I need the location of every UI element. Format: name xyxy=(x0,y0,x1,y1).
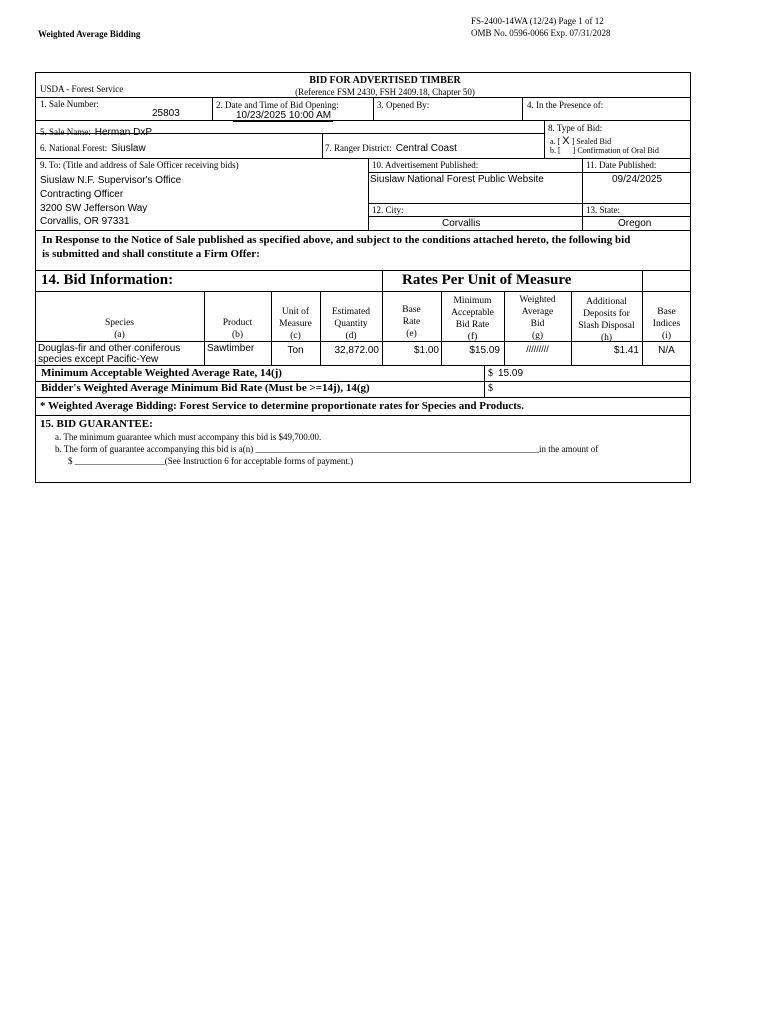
sale-officer-line-2[interactable]: Contracting Officer xyxy=(40,189,124,200)
sale-name-label: 5. Sale Name: xyxy=(40,127,91,137)
form-reference: (Reference FSM 2430, FSH 2409.18, Chapter 50) xyxy=(295,87,475,97)
advertisement-label: 10. Advertisement Published: xyxy=(372,160,479,170)
date-published-label: 11. Date Published: xyxy=(586,160,657,170)
city-label: 12. City: xyxy=(372,205,404,215)
guarantee-item-a: a. The minimum guarantee which must accompany this bid is $49,700.00. xyxy=(55,432,322,442)
form-title: BID FOR ADVERTISED TIMBER xyxy=(309,75,461,86)
date-published-value[interactable]: 09/24/2025 xyxy=(612,174,663,185)
form-id: FS-2400-14WA (12/24) Page 1 of 12 xyxy=(471,16,604,26)
base-rate-cell: $1.00 xyxy=(413,345,439,356)
slash-deposit-cell: $1.41 xyxy=(613,345,639,356)
col-species-header: Species (a) xyxy=(104,318,135,340)
city-value[interactable]: Corvallis xyxy=(442,218,481,229)
base-indices-cell: N/A xyxy=(658,345,675,356)
quantity-cell: 32,872.00 xyxy=(334,345,379,356)
sale-officer-line-3[interactable]: 3200 SW Jefferson Way xyxy=(40,203,148,214)
min-weighted-rate-value: $ 15.09 xyxy=(488,368,524,379)
omb-number: OMB No. 0596-0066 Exp. 07/31/2028 xyxy=(471,28,611,38)
response-text-line-1: In Response to the Notice of Sale published as specified above, and subject to the conditions attached hereto, the following bid xyxy=(42,234,631,246)
sale-officer-label: 9. To: (Title and address of Sale Officer receiving bids) xyxy=(40,160,239,170)
species-cell-line-1: Douglas-fir and other coniferous xyxy=(38,343,181,354)
guarantee-item-b[interactable]: b. The form of guarantee accompanying this bid is a(n) _______________________________________________________________in the amount of xyxy=(55,444,599,454)
min-bid-rate-cell: $15.09 xyxy=(469,345,500,356)
sale-number-label: 1. Sale Number: xyxy=(40,99,99,109)
weighted-avg-cell[interactable]: ///////// xyxy=(526,344,549,354)
col-slash-deposit-header: Additional Deposits for Slash Disposal (h) xyxy=(578,297,635,343)
unit-cell: Ton xyxy=(287,345,304,356)
col-product-header: Product (b) xyxy=(222,318,253,340)
national-forest-label: 6. National Forest: xyxy=(40,143,108,153)
col-weighted-avg-header: Weighted Average Bid (g) xyxy=(519,295,556,341)
weighted-bidding-note: * Weighted Average Bidding: Forest Service to determine proportionate rates for Species and Products. xyxy=(40,400,524,412)
product-cell: Sawtimber xyxy=(207,343,255,354)
species-cell-line-2: species except Pacific-Yew xyxy=(38,354,159,365)
bid-guarantee-title: 15. BID GUARANTEE: xyxy=(40,418,153,430)
bidder-rate-label: Bidder's Weighted Average Minimum Bid Rate (Must be >=14j), 14(g) xyxy=(41,382,370,394)
state-value[interactable]: Oregon xyxy=(618,218,652,229)
col-unit-header: Unit of Measure (c) xyxy=(279,307,312,341)
sale-officer-line-1[interactable]: Siuslaw N.F. Supervisor's Office xyxy=(40,175,182,186)
sale-officer-line-4[interactable]: Corvallis, OR 97331 xyxy=(40,216,130,227)
state-label: 13. State: xyxy=(586,205,620,215)
col-quantity-header: Estimated Quantity (d) xyxy=(332,307,370,341)
col-min-bid-rate-header: Minimum Acceptable Bid Rate (f) xyxy=(451,296,494,342)
sale-name-value[interactable]: Herman DxP xyxy=(94,127,152,138)
opened-by-label: 3. Opened By: xyxy=(377,100,430,110)
bid-type-oral[interactable]: b. [ ] Confirmation of Oral Bid xyxy=(550,146,659,155)
sale-number-value[interactable]: 25803 xyxy=(152,108,180,119)
bid-opening-label: 2. Date and Time of Bid Opening: xyxy=(216,100,339,110)
ranger-district-field xyxy=(325,138,457,156)
ranger-district-label: 7. Ranger District: xyxy=(325,143,392,153)
col-base-indices-header: Base Indices (i) xyxy=(652,307,681,341)
min-weighted-rate-label: Minimum Acceptable Weighted Average Rate, 14(j) xyxy=(41,367,282,379)
guarantee-item-b-amount[interactable]: $ ____________________(See Instruction 6 for acceptable forms of payment.) xyxy=(68,456,354,466)
advertisement-value[interactable]: Siuslaw National Forest Public Website xyxy=(370,174,544,185)
agency-name: USDA - Forest Service xyxy=(40,84,124,94)
rates-title: Rates Per Unit of Measure xyxy=(402,272,572,288)
sealed-bid-checkmark[interactable]: X xyxy=(562,135,570,147)
col-base-rate-header: Base Rate (e) xyxy=(402,305,421,339)
bid-info-title: 14. Bid Information: xyxy=(41,272,174,288)
presence-label: 4. In the Presence of: xyxy=(527,100,604,110)
ranger-district-value[interactable]: Central Coast xyxy=(395,143,457,154)
response-text-line-2: is submitted and shall constitute a Firm Offer: xyxy=(42,248,260,260)
bid-type-sealed[interactable]: a. [ X ] Sealed Bid xyxy=(550,135,612,147)
bid-opening-value[interactable]: 10/23/2025 10:00 AM xyxy=(236,110,332,121)
national-forest-field xyxy=(40,138,146,156)
page-title: Weighted Average Bidding xyxy=(38,29,141,39)
bidder-rate-input[interactable]: $ xyxy=(488,383,493,394)
national-forest-value[interactable]: Siuslaw xyxy=(111,143,146,154)
bid-type-label: 8. Type of Bid: xyxy=(548,123,603,133)
